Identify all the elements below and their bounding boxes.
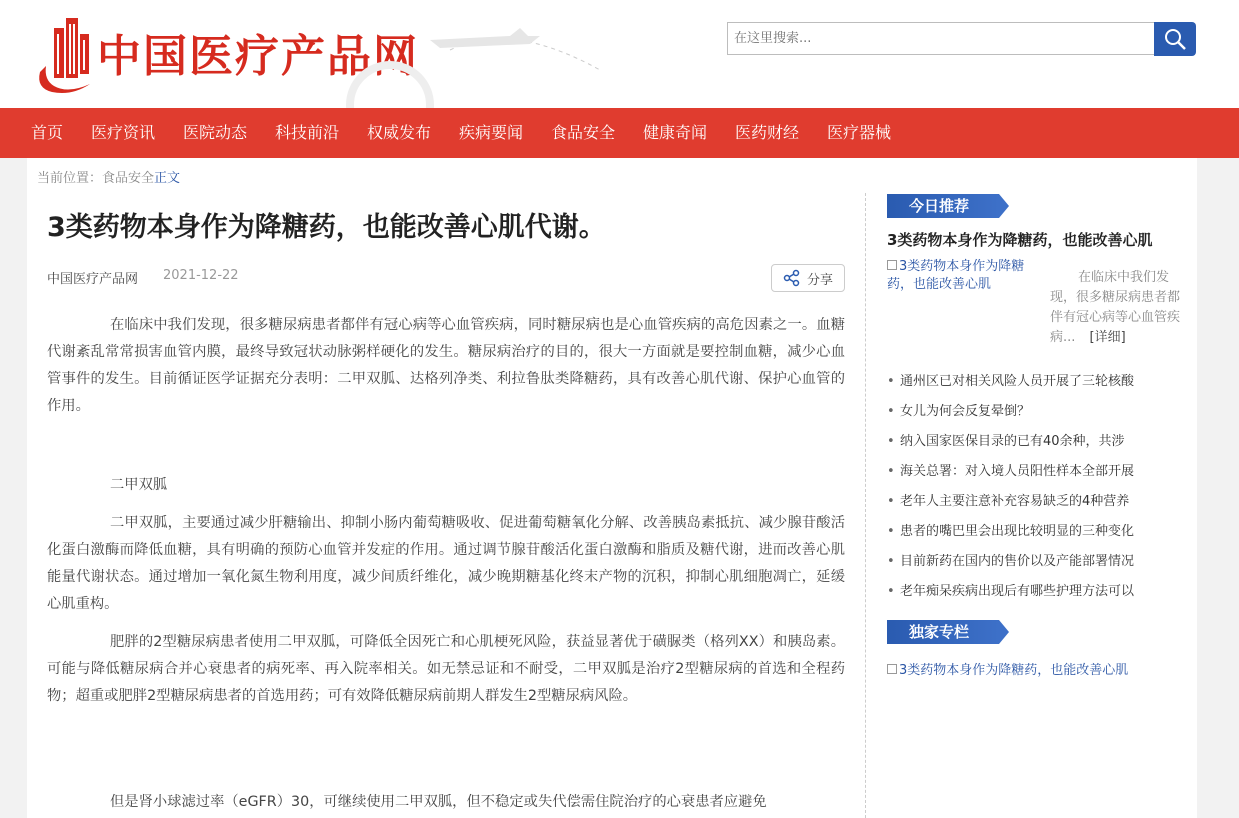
breadcrumb — [37, 167, 180, 186]
sidebar-featured-summary — [1050, 268, 1180, 348]
article-subhead: 二甲双胍 — [110, 477, 168, 493]
building-logo-icon — [32, 14, 102, 96]
nav-item-devices[interactable]: 医疗器械 — [827, 123, 892, 142]
article-title: 3类药物本身作为降糖药，也能改善心肌代谢。 — [47, 212, 606, 243]
search-input[interactable] — [727, 22, 1155, 55]
nav-item-health[interactable]: 健康奇闻 — [643, 123, 708, 142]
article-paragraph-4: 但是肾小球滤过率（eGFR）30，可继续使用二甲双胍，但不稳定或失代偿需住院治疗的心衰患者应避免 — [110, 794, 767, 810]
list-item[interactable]: • 目前新药在国内的售价以及产能部署情况 — [887, 551, 1177, 581]
share-label: 分享 — [806, 272, 833, 288]
sidebar-summary-text: 在临床中我们发现，很多糖尿病患者都伴有冠心病等心血管疾病... — [1050, 270, 1181, 345]
list-item[interactable]: • 老年人主要注意补充容易缺乏的4种营养 — [887, 491, 1177, 521]
article-date: 2021-12-22 — [163, 268, 239, 283]
search-icon — [1163, 27, 1187, 51]
nav-item-tech[interactable]: 科技前沿 — [275, 123, 340, 142]
list-item[interactable]: • 患者的嘴巴里会出现比较明显的三种变化 — [887, 521, 1177, 551]
airplane-decoration-icon — [280, 10, 610, 110]
sidebar-exclusive-image[interactable] — [887, 659, 1128, 678]
list-item[interactable]: • 老年痴呆疾病出现后有哪些护理方法可以 — [887, 581, 1177, 611]
sidebar-featured-image[interactable] — [887, 258, 1047, 294]
list-item[interactable]: • 通州区已对相关风险人员开展了三轮核酸 — [887, 371, 1177, 401]
sidebar-news-list — [887, 371, 1177, 611]
main-nav — [0, 108, 1239, 158]
article-source: 中国医疗产品网 — [47, 272, 139, 287]
nav-item-home[interactable]: 首页 — [31, 123, 64, 142]
article-paragraph-2: 二甲双胍，主要通过减少肝糖输出、抑制小肠内葡萄糖吸收、促进葡萄糖氧化分解、改善胰岛素抵抗、减少腺苷酸活化蛋白激酶而降低血糖，具有明确的预防心血管并发症的作用。通过调节腺苷酸活化蛋白激酶和脂质及糖代谢，进而改善心肌能量代谢状态。通过增加一氧化氮生物利用度，减少间质纤维化，减少晚期糖基化终末产物的沉积，抑制心肌细胞凋亡，延缓心肌重构。 — [47, 515, 845, 612]
site-name: 中国医疗产品网 — [97, 31, 419, 82]
nav-item-official[interactable]: 权威发布 — [367, 123, 432, 142]
nav-item-medical-news[interactable]: 医疗资讯 — [91, 123, 156, 142]
sidebar-tag-today: 今日推荐 — [887, 194, 999, 218]
sidebar-exclusive-image-alt: 3类药物本身作为降糖药，也能改善心肌 — [899, 663, 1129, 678]
nav-item-hospital-news[interactable]: 医院动态 — [183, 123, 248, 142]
broken-image-icon — [887, 260, 897, 270]
list-item[interactable]: • 纳入国家医保目录的已有40余种，共涉 — [887, 431, 1177, 461]
breadcrumb-category[interactable]: 食品安全 — [102, 171, 155, 186]
share-icon — [783, 269, 801, 287]
nav-item-finance[interactable]: 医药财经 — [735, 123, 800, 142]
search-button[interactable] — [1154, 22, 1196, 56]
column-divider — [865, 193, 866, 818]
breadcrumb-prefix: 当前位置： — [37, 171, 103, 186]
breadcrumb-current: 正文 — [154, 171, 181, 186]
list-item[interactable]: • 女儿为何会反复晕倒？ — [887, 401, 1177, 431]
sidebar-tag-exclusive: 独家专栏 — [887, 620, 999, 644]
article-paragraph-3: 肥胖的2型糖尿病患者使用二甲双胍，可降低全因死亡和心肌梗死风险，获益显著优于磺脲类（格列XX）和胰岛素。可能与降低糖尿病合并心衰患者的病死率、再入院率相关。如无禁忌证和不耐受，二甲双胍是治疗2型糖尿病的首选和全程药物；超重或肥胖2型糖尿病患者的首选用药；可有效降低糖尿病前期人群发生2型糖尿病风险。 — [47, 634, 845, 704]
nav-item-food-safety[interactable]: 食品安全 — [551, 123, 616, 142]
list-item[interactable]: • 海关总署：对入境人员阳性样本全部开展 — [887, 461, 1177, 491]
site-header — [0, 0, 1239, 108]
article-paragraph-1: 在临床中我们发现，很多糖尿病患者都伴有冠心病等心血管疾病，同时糖尿病也是心血管疾病的高危因素之一。血糖代谢紊乱常常损害血管内膜，最终导致冠状动脉粥样硬化的发生。糖尿病治疗的目的，很大一方面就是要控制血糖，减少心血管事件的发生。目前循证医学证据充分表明：二甲双胍、达格列净类、利拉鲁肽类降糖药，具有改善心肌代谢、保护心血管的作用。 — [47, 317, 845, 414]
nav-item-disease[interactable]: 疾病要闻 — [459, 123, 524, 142]
broken-image-icon — [887, 664, 897, 674]
sidebar-featured-title[interactable]: 3类药物本身作为降糖药，也能改善心肌 — [887, 231, 1153, 249]
share-button[interactable] — [771, 264, 845, 292]
sidebar-more-link[interactable]: [详细] — [1089, 330, 1126, 345]
sidebar-featured-image-alt: 3类药物本身作为降糖药，也能改善心肌 — [887, 259, 1025, 292]
